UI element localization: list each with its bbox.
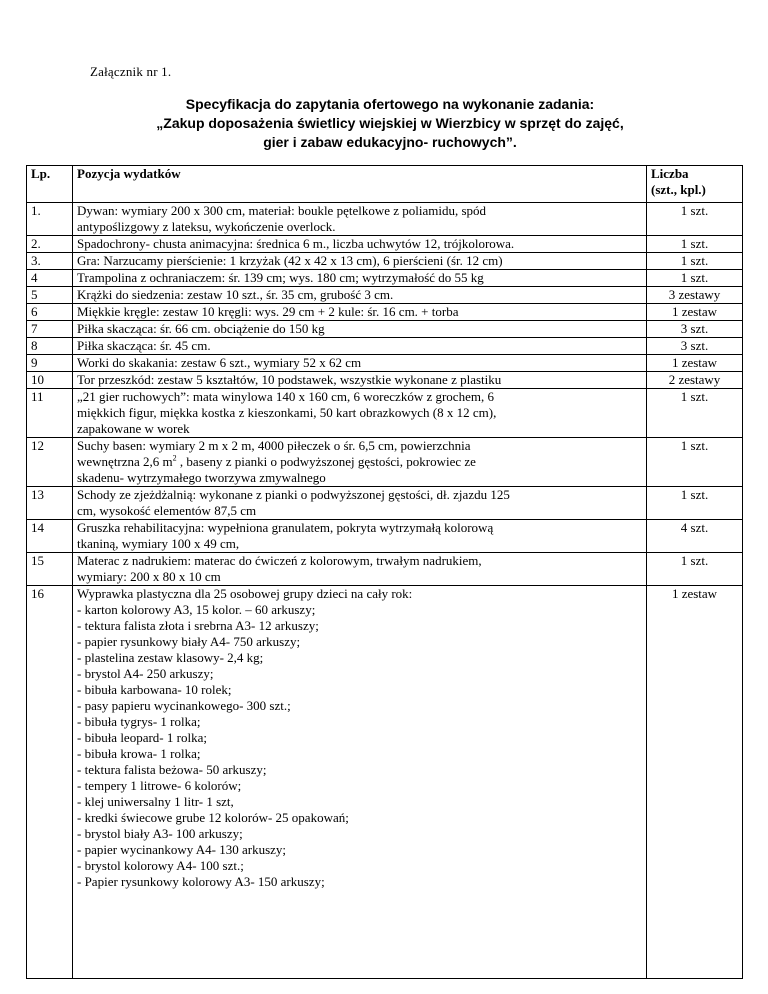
- description-line: Dywan: wymiary 200 x 300 cm, materiał: boukle pętelkowe z poliamidu, spód: [77, 203, 487, 218]
- description-line: - bibuła leopard- 1 rolka;: [77, 730, 207, 745]
- row-quantity: 1 szt.: [647, 389, 743, 438]
- specification-table: [26, 165, 743, 979]
- row-number: 11: [27, 389, 73, 438]
- table-row: [27, 553, 743, 586]
- annex-label: Załącznik nr 1.: [90, 64, 172, 79]
- row-quantity: 1 szt.: [647, 236, 743, 253]
- description-line: - Papier rysunkowy kolorowy A3- 150 arkuszy;: [77, 874, 325, 889]
- row-description: [73, 304, 647, 321]
- row-description: [73, 586, 647, 979]
- description-line: Schody ze zjeżdżalnią: wykonane z pianki o podwyższonej gęstości, dł. zjazdu 125: [77, 487, 510, 502]
- description-line: - karton kolorowy A3, 15 kolor. – 60 arkuszy;: [77, 602, 316, 617]
- description-line: Gra: Narzucamy pierścienie: 1 krzyżak (42 x 42 x 13 cm), 6 pierścieni (śr. 12 cm): [77, 253, 503, 268]
- row-description: [73, 553, 647, 586]
- row-quantity: 1 szt.: [647, 553, 743, 586]
- row-number: 12: [27, 438, 73, 487]
- table-row: [27, 287, 743, 304]
- row-quantity: 3 szt.: [647, 321, 743, 338]
- description-text: wewnętrzna 2,6 m: [77, 454, 173, 469]
- description-line: - klej uniwersalny 1 litr- 1 szt,: [77, 794, 234, 809]
- description-text: , baseny z pianki o podwyższonej gęstości, pokrowiec ze: [176, 454, 476, 469]
- table-row: [27, 389, 743, 438]
- description-line: Trampolina z ochraniaczem: śr. 139 cm; wys. 180 cm; wytrzymałość do 55 kg: [77, 270, 484, 285]
- table-row: [27, 321, 743, 338]
- description-line: - tempery 1 litrowe- 6 kolorów;: [77, 778, 242, 793]
- document-title: [60, 95, 720, 152]
- description-line: cm, wysokość elementów 87,5 cm: [77, 503, 257, 518]
- row-quantity: 3 szt.: [647, 338, 743, 355]
- header-quantity: [647, 166, 743, 203]
- description-line: - pasy papieru wycinankowego- 300 szt.;: [77, 698, 291, 713]
- row-number: 16: [27, 586, 73, 979]
- row-description: [73, 287, 647, 304]
- row-number: 2.: [27, 236, 73, 253]
- table-row: [27, 355, 743, 372]
- row-quantity: 1 zestaw: [647, 355, 743, 372]
- description-line: Suchy basen: wymiary 2 m x 2 m, 4000 piłeczek o śr. 6,5 cm, powierzchnia: [77, 438, 471, 453]
- table-row: [27, 203, 743, 236]
- row-description: [73, 389, 647, 438]
- table-row: [27, 586, 743, 979]
- description-line: [77, 454, 642, 470]
- superscript: 2: [172, 454, 177, 463]
- table-row: [27, 438, 743, 487]
- row-description: [73, 438, 647, 487]
- row-description: [73, 203, 647, 236]
- description-line: zapakowane w worek: [77, 421, 190, 436]
- row-number: 1.: [27, 203, 73, 236]
- description-line: wymiary: 200 x 80 x 10 cm: [77, 569, 221, 584]
- table-row: [27, 304, 743, 321]
- row-quantity: 4 szt.: [647, 520, 743, 553]
- description-line: Miękkie kręgle: zestaw 10 kręgli: wys. 29 cm + 2 kule: śr. 16 cm. + torba: [77, 304, 459, 319]
- description-line: Materac z nadrukiem: materac do ćwiczeń z kolorowym, trwałym nadrukiem,: [77, 553, 482, 568]
- description-line: Spadochrony- chusta animacyjna: średnica 6 m., liczba uchwytów 12, trójkolorowa.: [77, 236, 515, 251]
- description-line: Gruszka rehabilitacyjna: wypełniona granulatem, pokryta wytrzymałą kolorową: [77, 520, 494, 535]
- description-line: antypoślizgowy z lateksu, wykończenie overlock.: [77, 219, 336, 234]
- description-line: - brystol A4- 250 arkuszy;: [77, 666, 214, 681]
- title-line: Specyfikacja do zapytania ofertowego na wykonanie zadania:: [185, 96, 595, 112]
- row-description: [73, 270, 647, 287]
- row-quantity: 1 szt.: [647, 438, 743, 487]
- row-number: 3.: [27, 253, 73, 270]
- table-row: [27, 253, 743, 270]
- description-line: - bibuła krowa- 1 rolka;: [77, 746, 201, 761]
- row-number: 8: [27, 338, 73, 355]
- description-line: miękkich figur, miękka kostka z kieszonkami, 50 kart obrazkowych (8 x 12 cm),: [77, 405, 497, 420]
- row-quantity: 1 szt.: [647, 487, 743, 520]
- row-quantity: 3 zestawy: [647, 287, 743, 304]
- table-row: [27, 338, 743, 355]
- row-quantity: 1 zestaw: [647, 304, 743, 321]
- row-quantity: 1 szt.: [647, 270, 743, 287]
- description-line: - brystol biały A3- 100 arkuszy;: [77, 826, 243, 841]
- header-position: Pozycja wydatków: [73, 166, 647, 203]
- description-line: skadenu- wytrzymałego tworzywa zmywalnego: [77, 470, 326, 485]
- title-line: „Zakup doposażenia świetlicy wiejskiej w Wierzbicy w sprzęt do zajęć,: [156, 115, 624, 131]
- description-line: - brystol kolorowy A4- 100 szt.;: [77, 858, 244, 873]
- description-line: - papier wycinankowy A4- 130 arkuszy;: [77, 842, 287, 857]
- table-row: [27, 372, 743, 389]
- header-quantity-line: Liczba: [651, 166, 689, 181]
- description-line: tkaniną, wymiary 100 x 49 cm,: [77, 536, 240, 551]
- header-lp: Lp.: [27, 166, 73, 203]
- description-line: - plastelina zestaw klasowy- 2,4 kg;: [77, 650, 264, 665]
- row-number: 6: [27, 304, 73, 321]
- description-line: - papier rysunkowy biały A4- 750 arkuszy;: [77, 634, 301, 649]
- table-row: [27, 270, 743, 287]
- row-description: [73, 338, 647, 355]
- description-line: - tektura falista złota i srebrna A3- 12 arkuszy;: [77, 618, 319, 633]
- header-quantity-line: (szt., kpl.): [651, 182, 706, 197]
- description-line: Tor przeszkód: zestaw 5 kształtów, 10 podstawek, wszystkie wykonane z plastiku: [77, 372, 502, 387]
- description-line: - kredki świecowe grube 12 kolorów- 25 opakowań;: [77, 810, 349, 825]
- row-number: 7: [27, 321, 73, 338]
- row-number: 13: [27, 487, 73, 520]
- description-line: - bibuła karbowana- 10 rolek;: [77, 682, 232, 697]
- title-line: gier i zabaw edukacyjno- ruchowych”.: [263, 134, 517, 150]
- table-row: [27, 236, 743, 253]
- description-line: - tektura falista beżowa- 50 arkuszy;: [77, 762, 267, 777]
- row-description: [73, 355, 647, 372]
- description-line: Wyprawka plastyczna dla 25 osobowej grupy dzieci na cały rok:: [77, 586, 413, 601]
- description-line: „21 gier ruchowych”: mata winylowa 140 x 160 cm, 6 woreczków z grochem, 6: [77, 389, 494, 404]
- row-description: [73, 372, 647, 389]
- row-quantity: 1 szt.: [647, 203, 743, 236]
- row-quantity: 2 zestawy: [647, 372, 743, 389]
- row-number: 10: [27, 372, 73, 389]
- row-number: 4: [27, 270, 73, 287]
- description-line: - bibuła tygrys- 1 rolka;: [77, 714, 201, 729]
- row-description: [73, 520, 647, 553]
- row-description: [73, 236, 647, 253]
- row-description: [73, 321, 647, 338]
- description-line: Worki do skakania: zestaw 6 szt., wymiary 52 x 62 cm: [77, 355, 362, 370]
- row-quantity: 1 zestaw: [647, 586, 743, 979]
- table-body: [27, 203, 743, 979]
- row-description: [73, 487, 647, 520]
- table-row: [27, 487, 743, 520]
- row-number: 14: [27, 520, 73, 553]
- table-header-row: [27, 166, 743, 203]
- description-line: Piłka skacząca: śr. 45 cm.: [77, 338, 211, 353]
- row-description: [73, 253, 647, 270]
- row-number: 15: [27, 553, 73, 586]
- description-line: Piłka skacząca: śr. 66 cm. obciążenie do 150 kg: [77, 321, 325, 336]
- row-number: 9: [27, 355, 73, 372]
- row-quantity: 1 szt.: [647, 253, 743, 270]
- table-row: [27, 520, 743, 553]
- row-number: 5: [27, 287, 73, 304]
- description-line: Krążki do siedzenia: zestaw 10 szt., śr. 35 cm, grubość 3 cm.: [77, 287, 394, 302]
